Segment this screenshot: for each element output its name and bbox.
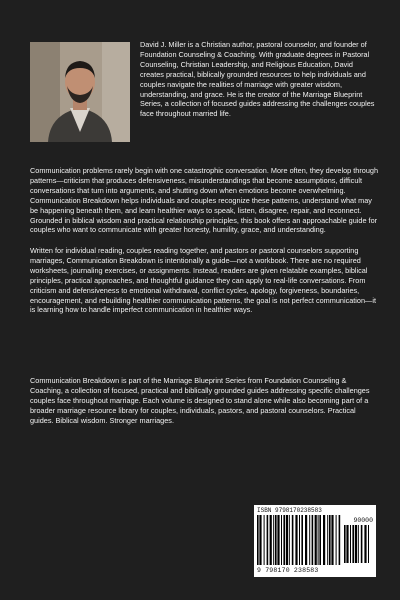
barcode-bar: [331, 515, 333, 565]
barcode-bar: [318, 515, 319, 565]
barcode-bar: [350, 525, 351, 563]
barcode-bar: [327, 515, 328, 565]
barcode-bar: [286, 515, 288, 565]
barcode-bar: [257, 515, 259, 565]
barcode-bar: [305, 515, 307, 565]
barcode-bar: [336, 515, 337, 565]
author-bio: David J. Miller is a Christian author, pastoral counselor, and founder of Foundation Counseling & Coaching. With graduate degrees in Pastoral Counseling, Christian Leadership, and Religious Education, David creates practical, biblically grounded resources to help individuals and couples navigate the realities of marriage with greater wisdom, understanding, and grace. He is the creator of the Marriage Blueprint Series, a collection of focused guides addressing the challenges couples face throughout married life.: [140, 40, 375, 119]
addon-barcode-bars: [344, 525, 372, 565]
barcode-bar: [283, 515, 285, 565]
barcode-bar: [358, 525, 359, 563]
barcode-bar: [315, 515, 317, 565]
description-paragraph: Communication problems rarely begin with one catastrophic conversation. More often, they develop through patterns—criticism that produces defensiveness, misunderstandings that become assumptions, difficult conversations that turn into arguments, and shutting down when emotions become overwhelming. Communication Breakdown helps individuals and couples recognize these patterns, understand what may be happening beneath them, and learn healthier ways to speak, listen, disagree, repair, and reconnect. Grounded in biblical wisdom and practical relationship principles, this book offers an approachable guide for couples who want to communicate with greater honesty, humility, grace, and understanding.: [30, 166, 379, 235]
barcode-bar: [277, 515, 279, 565]
barcode-bar: [299, 515, 300, 565]
barcode-number: 9 798170 238583: [257, 567, 319, 574]
author-portrait-image: [30, 42, 130, 142]
barcode-bar: [364, 525, 366, 563]
description-paragraph: Communication Breakdown is part of the Marriage Blueprint Series from Foundation Counseling & Coaching, a collection of focused, practical and biblically grounded guides addressing specific challenges couples face throughout marriage. Each volume is designed to stand alone while also becoming part of a broader marriage resource library for couples, individuals, pastors, and pastoral counselors. Practical guides. Biblical wisdom. Stronger marriages.: [30, 376, 370, 425]
barcode-bar: [361, 525, 363, 563]
barcode-bar: [309, 515, 310, 565]
price-code: 90000: [353, 517, 373, 524]
barcode-bar: [281, 515, 282, 565]
barcode-bar: [352, 525, 354, 563]
barcode-bar: [346, 525, 348, 563]
barcode-bar: [292, 515, 294, 565]
barcode-bar: [301, 515, 303, 565]
barcode-bar: [273, 515, 274, 565]
barcode-bar: [355, 525, 357, 563]
barcode-bar: [329, 515, 331, 565]
author-photo: [30, 42, 130, 142]
barcode-bar: [368, 525, 369, 563]
barcode-bar: [275, 515, 277, 565]
barcode-bar: [289, 515, 290, 565]
description-paragraph: Written for individual reading, couples reading together, and pastors or pastoral counselors supporting marriages, Communication Breakdown is intentionally a guide—not a workbook. There are no required worksheets, journaling exercises, or assignments. Instead, readers are given relatable examples, biblical principles, practical approaches, and thoughtful guidance they can apply to real-life conversations. From criticism and defensiveness to emotional withdrawal, conflict cycles, apology, forgiveness, boundaries, encouragement, and rebuilding healthier communication patterns, the goal is not perfect communication—it is learning how to handle imperfect communication in healthier ways.: [30, 246, 376, 315]
barcode-bar: [267, 515, 269, 565]
barcode-bar: [259, 515, 261, 565]
barcode-bars: [257, 515, 341, 567]
barcode-bar: [319, 515, 321, 565]
barcode-bar: [323, 515, 325, 565]
isbn-label: ISBN 9798170238583: [257, 507, 322, 514]
barcode-bar: [270, 515, 272, 565]
barcode-bar: [295, 515, 297, 565]
isbn-barcode: [254, 505, 376, 577]
barcode-bar: [312, 515, 314, 565]
barcode-bar: [264, 515, 265, 565]
barcode-bar: [339, 515, 341, 565]
barcode-bar: [344, 525, 346, 563]
